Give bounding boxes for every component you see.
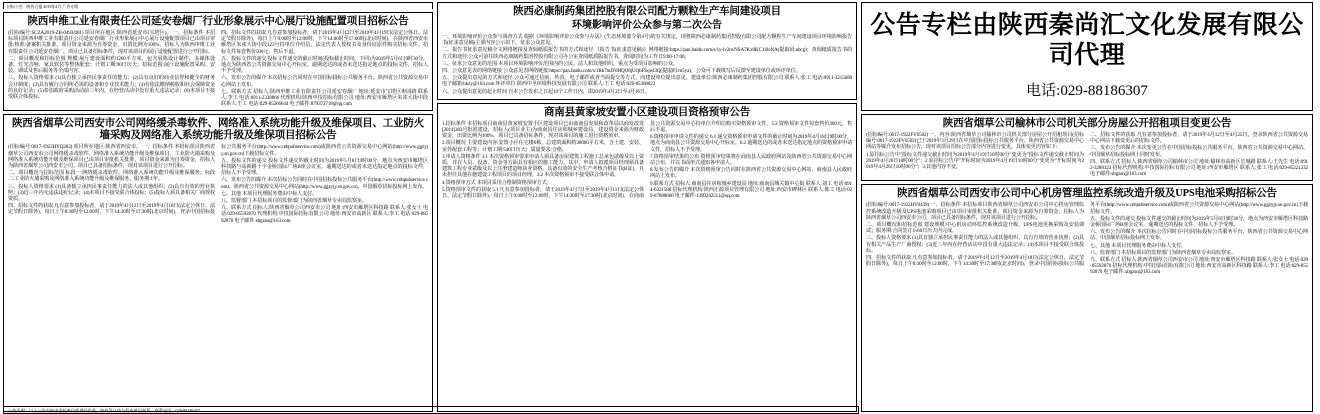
- ad-paragraph: 四、公众意见表的网络链接 公众意见表网络链接:https://pan.baidu.com/s/1Rk7mJF8HQO6jUQbFSqwl3Q(提取码:m5ya)，公众可下载填写后反馈至建设单位或环评单位。: [442, 68, 801, 75]
- ad-paragraph: 六、发布公告的媒介 本次招标公告同时在中国招标投标公共服务平台(http://www.cebpubservice.com)、陕西省公共资源交易中心网站(http://www.ggzyjy.sn.gov.cn)、中国烟草招标投标网上发布。: [221, 177, 428, 190]
- ad-yancao-net-body: [8, 144, 428, 223]
- page-columns: [3, 2, 1317, 412]
- ad-paragraph: (招标编号:0617-1922FV0502) 一、内容:陕西省烟草公司榆林市公司机关部分房屋公开招租项目(招标编号:0617-1922FV0502)已于2019年3月29日在中国招标投标公共服务平台、陕西省公共资源交易中心网站等媒介发布招标公告，现对该项目招标公告部分内容进行变更，具体变更内容如下:: [866, 132, 1084, 151]
- ad-paragraph: 9.联系方式 招标人:商南县住房和城乡建设局 地址:商南县城关镇中心街 联系人:刘工 电话:0914-6321588 招标代理机构:陕西正源项目管理有限公司 地址:西安市碑林区 联系人:陈工 电话:029-87888666 电子邮件:1399242511@qq.com: [650, 180, 852, 200]
- ad-ups-body: [866, 202, 1308, 275]
- ad-ups-title: 陕西省烟草公司西安市公司中心机房管理监控系统改造升级及UPS电池采购招标公告: [897, 188, 1277, 200]
- ad-paragraph: 三、投标人资格要求 (1)具备独立承担民事责任能力的法人或其他组织；(2)具有有效的营业执照；(3)近三年内无违法违纪记录；(4)本项目不接受联合体投标；(5)投标人须具备相关厂商授权资质。: [8, 183, 215, 203]
- ad-paragraph: 四、招标文件的获取 凡有意参加投标者，请于2019年4月12日至2019年4月18日(法定公休日、法定节假日除外)，每日上午8:30时至12:00时，下午14:30时至17:30时(北京时间)，登录中国招标投标公共服务平台(http://www.cebpubservice.com)或陕西省公共资源交易中心网站(http://www.ggzyjy.sn.gov.cn)下载招标文件。: [8, 144, 428, 216]
- ad-paragraph: 八、监督部门 本招标项目的监督部门为陕西省烟草专卖局监察室。: [221, 198, 367, 205]
- ad-yancao-net-title: 陕西省烟草公司西安市公司网络缓杀毒软件、网络准入系统功能升级及维保项目、工业防火墙采购及网络准入系统功能升级及维保项目招标公告: [12, 118, 424, 142]
- ad-paragraph: (招标编号:0617-1922HY0439) 一、招标条件 本招标项目陕西省烟草公司西安市公司中心机房管理监控系统改造升级及UPS电池采购项目已由项目审批机关批准，项目资金来源为自筹资金，招标人为陕西省烟草公司西安市公司，项目已具备招标条件，现对该项目进行公开招标。: [866, 202, 1084, 221]
- ad-yulin-body: [866, 132, 1308, 177]
- ad-paragraph: 3.申请人资格条件 3.1 本次资格预审要求申请人须具备房屋建筑工程施工总承包贰级及以上资质，并在人员、设备、资金等方面具有相应的施工能力，其中，申请人拟派项目经理须具备建筑工程专业贰级及以上注册建造师执业资格，具备有效的安全生产考核合格证书(B证)，且未担任其他在施建设工程项目的项目经理。3.2 本次资格预审不接受联合体申请。: [442, 153, 644, 179]
- ad-paragraph: 三、征求公众意见的范围 本项目环境影响评价范围内的公民、法人和其他组织，重点为受项目影响的公众。: [442, 60, 678, 67]
- ad-paragraph: 六、发布公告的媒介 本次招标公告同时在中国招标投标公共服务平台、陕西省公共资源交易中心网站上发布。: [221, 75, 428, 88]
- ad-paragraph: 五、投标文件的递交 投标文件递交的截止时间(投标截止时间，下同)为2019年5月6日9时30分，地点为陕西省公共资源交易中心开标室。逾期送达的或者未送达指定地点的投标文件，招标人不予受理。: [221, 55, 428, 75]
- ad-yulin[interactable]: [861, 114, 1313, 181]
- ad-paragraph: 九、联系方式 招标人:陕西省烟草公司西安市公司 地址:西安市雁塔区科技路 联系人:张女士 电话:029-85592870 招标代理机构:中技国际招标有限公司 地址:西安市高新区科技路 联系人:李工 电话:029-85592870 电子邮件:xbgzsn@163.com: [1090, 257, 1308, 276]
- agency-banner-phone: 电话:029-88186307: [1026, 83, 1148, 99]
- ad-shenzhong-body: [8, 30, 428, 107]
- ad-ups[interactable]: [861, 184, 1313, 412]
- ad-paragraph: 四、联系方式 招标人:陕西省烟草公司榆林市公司 地址:榆林市高新区长城路 联系人:王先生 电话:0912-3288123 招标代理机构:中技国际招标有限公司 地址:西安市雁塔区 联系人:张工 电话:029-85221332 电子邮件:sbgzsn@163.com: [1090, 158, 1308, 178]
- ad-paragraph: 二、招标文件的获取 凡有意参加投标者，请于2019年4月12日至4月25日，登录陕西省公共资源交易中心网站下载变更后的招标文件。: [1090, 132, 1308, 145]
- ad-paragraph: 三、投标人资格要求 (1)具有独立承担民事责任的能力；(2)具有良好的商业信誉和健全的财务会计制度；(3)具有履行合同所必需的设备和专业技术能力；(4)有依法缴纳税收和社会保障资金的良好记录；(5)参加政府采购活动前三年内，在经营活动中没有重大违法记录；(6)本项目不接受联合体投标。: [8, 75, 215, 101]
- ad-shenzhong[interactable]: [3, 12, 433, 111]
- bottom-strip: 公告声明：以上公告内容由委托单位提供并负责，如有异议请与发布单位联系。联系电话：029-88186307: [3, 406, 859, 414]
- top-strip: 招标公告 · 陕西日报 2019年4月 广告专版: [3, 2, 433, 9]
- ad-paragraph: 七、其他 本项目代理服务费由中标人支付。: [1090, 242, 1187, 249]
- ad-paragraph: 九、联系方式 招标人:陕西省烟草公司西安市公司 地址:西安市雁塔区科技路 联系人:张女士 电话:029-85592870 代理机构:中技国际招标有限公司 地址:西安市高新区 联系人:李工 电话:029-88592870 电子邮件:sbgzsn@163.com: [221, 205, 428, 224]
- ad-yancao-net[interactable]: [3, 114, 433, 412]
- ad-paragraph: 八、监督部门 本招标项目的监督部门为陕西省烟草专卖局监察室。: [1090, 249, 1236, 256]
- ad-shenzhong-title: 陕西申维工业有限责任公司延安卷烟厂行业形象展示中心展厅设施配置项目招标公告: [27, 16, 409, 27]
- ad-shangluo-title: 商南县黄家坡安置小区建设项目资格预审公告: [544, 106, 750, 118]
- ad-paragraph: 四、招标文件的获取 凡有意参加投标者，请于2019年4月12日至2019年4月18日(法定公休日、法定节假日除外)，每日上午8:30时至12:00时，下午14:30时至17:30时(北京时间)，登录中国招标投标公共服务平台(http://www.cebpubservice.com)或陕西省公共资源交易中心网站(http://www.ggzyjy.sn.gov.cn)下载招标文件。: [866, 202, 1308, 268]
- ad-yulin-title: 陕西省烟草公司榆林市公司机关部分房屋公开招租项目变更公告: [942, 118, 1232, 129]
- ad-paragraph: 2.项目概况 主要建设内容:安置小区住宅楼6栋，总建筑面积约38000平方米，含土建、安装、室外配套工程等；计划工期:540日历天；质量要求:合格。: [442, 140, 644, 153]
- ad-paragraph: 二、项目概况与招标范围 标段一:网络缓杀毒软件、网络准入系统功能升级及维保服务；标段二:工业防火墙采购及网络准入系统功能升级及维保服务。服务期:1年。: [8, 170, 215, 183]
- agency-banner-title: 公告专栏由陕西秦尚汇文化发展有限公司代理: [870, 12, 1304, 69]
- ad-paragraph: 4.资格预审方式 本项目采用合格制资格预审方式。: [442, 179, 552, 186]
- ad-shangluo[interactable]: [437, 103, 857, 412]
- ad-paragraph: 6.资格预审申请文件的递交 6.1 递交资格预审申请文件的截止时间为2019年4月18日9时00分，地点为商南县公共资源交易中心开标室。6.2 逾期送达的或者未送达指定地点的资格预审申请文件，招标人不予受理。: [650, 134, 852, 153]
- column-middle: [437, 2, 857, 412]
- ad-paragraph: 二、项目概况和招标范围 规模:展厅建设面积约1200平方米，包含展陈设计制作、多媒体设备、灯光音响、家具软装等整体配套；计划工期:90日历天；招标范围:展厅设施配置采购、安装、调试及售后服务等全部内容。: [8, 55, 215, 75]
- column-left: [3, 2, 433, 412]
- ad-paragraph: 五、投标文件的递交 投标文件递交的截止时间为2019年5月8日9时00分，地点为西安市雁塔区科技路与高新路十字金桥国际广场B座会议室。逾期送达的或者未送达指定地点的投标文件，招标人不予受理。: [221, 157, 428, 177]
- ad-paragraph: 三、投标人资格要求 (1)具有独立承担民事责任能力的法人或其他组织，具有有效的营业执照；(2)具有相关产品生产厂商授权；(3)近三年内在经营活动中没有重大违法记录；(4)本项目不接受联合体投标。: [866, 235, 1084, 254]
- ad-bikang-title: 陕西必康制药集团控股有限公司配方颗粒生产车间建设项目: [513, 6, 781, 17]
- ad-paragraph: 七、其他 本项目代理服务费由中标人支付。: [221, 190, 318, 197]
- ad-paragraph: 8.发布公告的媒介 本次资格预审公告同时在陕西省公共资源交易中心网站、商南县人民政府网站上发布。: [650, 167, 852, 180]
- ad-paragraph: 六、发布公告的媒介 本次招标公告同时在中国招标投标公共服务平台、陕西省公共资源交易中心网站、中国烟草招标投标网上发布。: [1090, 229, 1308, 242]
- ad-paragraph: (招标编号:SCZA2019-ZB-0493/001) 项目所在地区:陕西省延安市(宝塔区)。 一、招标条件 本招标项目陕西申维工业有限责任公司延安卷烟厂行业形象展示中心展厅设施配置项目已由项目审批/核准/备案机关批准，项目资金来源为自筹资金，出资比例为100%，招标人为陕西申维工业有限责任公司延安卷烟厂。项目已具备招标条件，现对该项目的展厅设施配置进行公开招标。: [8, 30, 215, 55]
- ad-paragraph: 七、联系方式 招标人:陕西申维工业有限责任公司延安卷烟厂 地址:延安市宝塔区枣园路 联系人:李工 电话:0911-2338866 代理机构:陕西中技招标有限公司 地址:西安市雁塔区朱雀大街中段 联系人:王工 电话:029-85266644 电子邮件:879372718@qq.com: [221, 88, 428, 108]
- ad-paragraph: 5.资格预审文件的获取 5.1 凡有意参加投标者，请于2019年4月7日至2019年4月11日(法定公休日、法定节假日除外)，每日上午9:00时至12:00时，下午14:30时至17:30时(北京时间)，在商南县公共资源交易中心持单位介绍信购买资格预审文件。5.2 资格预审文件每套售价300元，售后不退。: [442, 120, 852, 200]
- ad-paragraph: 7.资格预审结果的公布 资格预审结果将在商南县人民政府网站及陕西省公共资源交易中心网站公布，并以书面形式通知各申请人。: [650, 153, 852, 167]
- ad-paragraph: 四、招标文件的获取 凡有意参加投标者，请于2019年4月12日至2019年4月19日(法定公休日、法定节假日除外)，每日上午9:00时至12:00时，下午14:00时至17:00时(北京时间)，在陕西省西安市雁塔区朱雀大街中段123号持单位介绍信、法定代表人授权书及身份证原件购买招标文件。招标文件每套售价500元，售后不退。: [221, 30, 428, 55]
- ad-paragraph: 一、环境影响评价公众参与调查方式 根据《环境影响评价公众参与办法》(生态环境部令第4号)的有关规定，现将陕西必康制药集团控股有限公司配方颗粒生产车间建设项目环境影响报告书(征求意见稿)主要内容公示如下，征求公众意见。: [442, 34, 852, 47]
- ad-bikang-subtitle: 环境影响评价公众参与第二次公告: [572, 20, 722, 31]
- ad-paragraph: 二、报告书征求意见稿全文网络链接及查阅纸质报告书的方式和途径 《报告书(征求意见稿)》网络链接:https://pan.baidu.com/s/1y-lv2nvNSA7Kx8KC1i0oNA(提取码:abcg)；查阅纸质报告书的方式和途径:公众可前往陕西必康制药集团控股有限公司办公室查阅纸质版报告书，查阅时间为工作日9:00-17:00。: [442, 47, 852, 60]
- ad-paragraph: 1.招标条件 本招标项目商南县黄家坡安置小区建设项目已由商南县发展和改革局以商发改发[2014]383号批准建设，招标人(项目业主)为商南县住房和城乡建设局，建设资金来源为财政资金，出资比例为100%，项目已具备招标条件，现对该项目的施工进行资格预审。: [442, 120, 644, 140]
- ad-paragraph: 五、公众提出意见的方式和途径 公众可通过信函、传真、电子邮件或者当面提交等方式，向建设单位提出意见。建设单位:陕西必康制药集团控股有限公司 联系人:张工 电话:0911-3215688 电子邮箱:bkzy@163.com 环评单位:陕西中圣环境科技发展有限公司 联系人:王工 电话:029-85368822: [442, 75, 852, 88]
- ad-paragraph: 五、投标文件的递交 投标文件递交的截止时间为2019年5月8日9时30分，地点为西安市雁塔区科技路金桥国际广场B座会议室。逾期送达的投标文件，招标人不予受理。: [1090, 215, 1308, 229]
- ad-shangluo-body: [442, 121, 852, 200]
- ad-paragraph: (招标编号:0617-1922HYQ283) 项目所在地区:陕西省西安市。 一、招标条件 本招标项目陕西省烟草公司西安市公司网络缓杀毒软件、网络准入系统功能升级及维保项目、工业防火墙采购及网络准入系统功能升级及维保项目已由项目审批机关批准，项目资金来源为自筹资金，招标人为陕西省烟草公司西安市公司。项目已具备招标条件，现对该项目进行公开招标。: [8, 144, 215, 170]
- agency-banner[interactable]: [861, 2, 1313, 111]
- ad-paragraph: 二、项目概况和招标范围 建设规模:中心机房动环监控系统改造升级，UPS电池更换采购及安装调试；服务期:合同签订后60日历天内完成。: [866, 222, 1084, 235]
- ad-paragraph: 三、发布公告的媒介 本次变更公告在中国招标投标公共服务平台、陕西省公共资源交易中心网站、中国烟草招标投标网上同时发布。: [1090, 145, 1308, 158]
- column-right: [861, 2, 1313, 412]
- ad-paragraph: 1.原招标公告中"投标文件递交截止时间为2019年4月19日10时00分"变更为"投标文件递交截止时间为2019年4月26日10时00分"；2.原招标公告中"开标时间为2019年4月19日10时00分"变更为"开标时间为2019年4月26日10时00分"；3.其他内容不变。: [866, 151, 1084, 171]
- ad-paragraph: 六、公众提出意见的起止时间 自本公告发布之日起10个工作日内，即2019年4月2日至4月16日。: [442, 88, 650, 95]
- ad-bikang-body: [442, 34, 852, 95]
- ad-bikang[interactable]: [437, 2, 857, 100]
